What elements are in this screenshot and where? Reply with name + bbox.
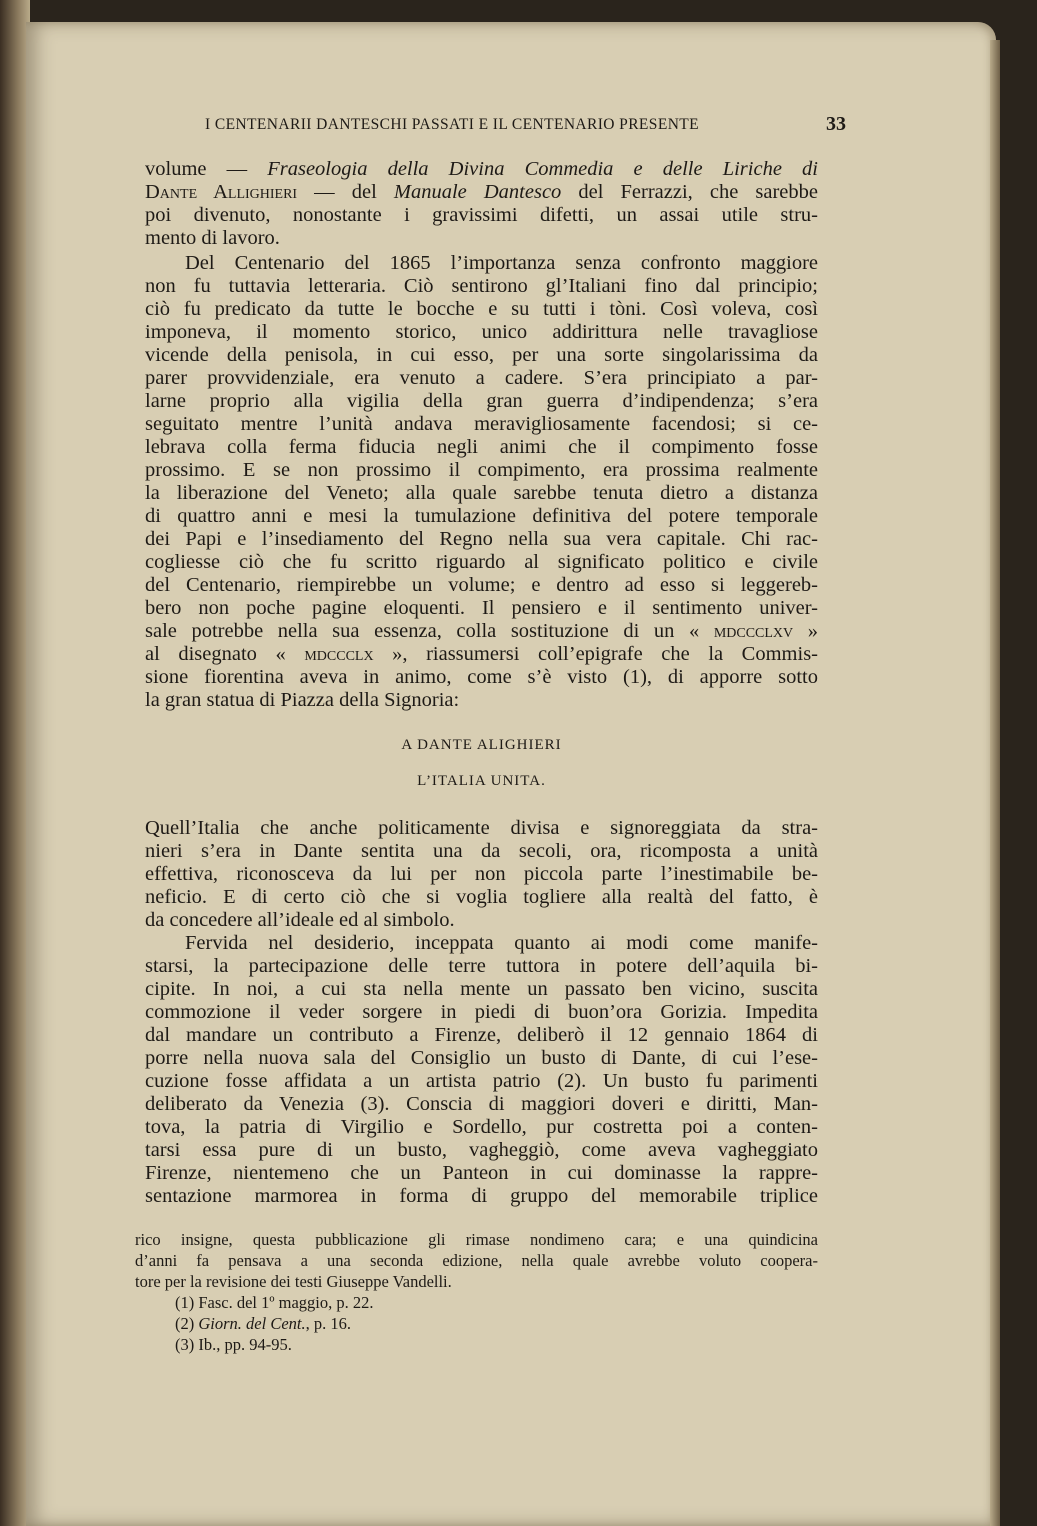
italic-text: Manuale Dantesco — [393, 181, 562, 203]
text-line — [145, 840, 818, 863]
text-segment: parer provvidenziale, era venuto a cadere. S’era principiato a par- — [145, 367, 818, 389]
text-segment: vicende della penisola, in cui esso, per una sorte singolarissima da — [145, 344, 818, 366]
text-segment: la gran statua di Piazza della Signoria: — [145, 689, 460, 711]
footnote-line — [135, 1271, 818, 1292]
text-segment: (1) Fasc. del 1º maggio, p. 22. — [175, 1293, 374, 1312]
text-segment: cuzione fosse affidata a un artista patrio (2). Un busto fu parimenti — [145, 1070, 818, 1092]
text-segment: volume — — [145, 158, 268, 180]
footnotes-list — [145, 1292, 818, 1355]
text-line — [145, 1093, 818, 1116]
text-line — [145, 505, 818, 528]
text-segment: Del Centenario del 1865 l’importanza senza confronto maggiore — [185, 252, 818, 274]
text-line — [145, 275, 818, 298]
text-line — [145, 367, 818, 390]
text-segment: ciò fu predicato da tutte le bocche e su tutti i tòni. Così voleva, così — [145, 298, 818, 320]
page-number: 33 — [826, 113, 846, 135]
text-line — [145, 932, 818, 955]
small-caps-text: mdccclxv — [713, 620, 794, 642]
text-segment: poi divenuto, nonostante i gravissimi difetti, un assai utile stru- — [145, 204, 818, 226]
text-segment: deliberato da Venezia (3). Conscia di maggiori doveri e diritti, Man- — [145, 1093, 818, 1115]
text-line — [145, 551, 818, 574]
text-line — [145, 955, 818, 978]
text-segment: starsi, la partecipazione delle terre tuttora in potere dell’aquila bi- — [145, 955, 818, 977]
text-segment: », riassumersi coll’epigrafe che la Commis- — [373, 643, 818, 665]
text-segment: (3) Ib., pp. 94-95. — [175, 1335, 292, 1354]
text-segment: seguitato mentre l’unità andava meravigliosamente facendosi; si ce- — [145, 413, 818, 435]
text-line — [145, 597, 818, 620]
paragraph-4 — [145, 932, 818, 1208]
text-segment: cipite. In noi, a cui sta nella mente un passato ben vicino, suscita — [145, 978, 818, 1000]
epigraph-line-1: A DANTE ALIGHIERI — [401, 737, 562, 753]
text-segment: Quell’Italia che anche politicamente divisa e signoreggiata da stra- — [145, 817, 818, 839]
text-line — [145, 252, 818, 275]
text-segment: di quattro anni e mesi la tumulazione definitiva del potere temporale — [145, 505, 818, 527]
text-segment: mento di lavoro. — [145, 227, 280, 249]
text-segment: Fervida nel desiderio, inceppata quanto ai modi come manife- — [185, 932, 818, 954]
paragraph-1 — [145, 158, 818, 250]
text-line — [145, 321, 818, 344]
text-segment: sione fiorentina aveva in animo, come s’è visto (1), di apporre sotto — [145, 666, 818, 688]
text-segment: dei Papi e l’insediamento del Regno nella sua vera capitale. Chi rac- — [145, 528, 818, 550]
text-line — [145, 227, 818, 250]
text-segment: nieri s’era in Dante sentita una da secoli, ora, ricomposta a unità — [145, 840, 818, 862]
footnote-item — [145, 1292, 818, 1313]
paragraph-3 — [145, 817, 818, 932]
footnote-item — [145, 1334, 818, 1355]
text-segment: porre nella nuova sala del Consiglio un busto di Dante, di cui l’ese- — [145, 1047, 818, 1069]
text-line — [145, 1024, 818, 1047]
text-line — [145, 1047, 818, 1070]
text-line — [145, 574, 818, 597]
text-line — [145, 1185, 818, 1208]
text-line — [145, 1001, 818, 1024]
paragraph-2 — [145, 252, 818, 712]
italic-text: Fraseologia della Divina Commedia e delle Liriche di — [267, 158, 818, 180]
text-segment: del Centenario, riempirebbe un volume; e dentro ad esso si leggereb- — [145, 574, 818, 596]
text-segment: , p. 16. — [305, 1314, 351, 1333]
text-segment: la liberazione del Veneto; alla quale sarebbe tenuta dietro a distanza — [145, 482, 818, 504]
text-line — [145, 528, 818, 551]
text-line — [145, 1116, 818, 1139]
text-segment: dal mandare un contributo a Firenze, deliberò il 12 gennaio 1864 di — [145, 1024, 818, 1046]
text-line — [145, 413, 818, 436]
text-segment: larne proprio alla vigilia della gran guerra d’indipendenza; s’era — [145, 390, 818, 412]
text-line — [145, 1070, 818, 1093]
text-segment: (2) — [175, 1314, 199, 1333]
text-line — [145, 620, 818, 643]
text-line — [145, 204, 818, 227]
text-line — [145, 158, 818, 181]
small-caps-text: Dante Allighieri — [145, 181, 298, 203]
text-line — [145, 689, 818, 712]
footnote-item — [145, 1313, 818, 1334]
small-caps-text: mdccclx — [304, 643, 374, 665]
text-segment: tore per la revisione dei testi Giuseppe Vandelli. — [135, 1272, 452, 1291]
text-line — [145, 390, 818, 413]
text-line — [145, 298, 818, 321]
footnote-continuation — [135, 1229, 818, 1292]
text-line — [145, 817, 818, 840]
text-line — [145, 1139, 818, 1162]
text-line — [145, 1162, 818, 1185]
text-segment: tarsi essa pure di un busto, vagheggiò, come aveva vagheggiato — [145, 1139, 818, 1161]
text-line — [145, 436, 818, 459]
text-segment: Firenze, nientemeno che un Panteon in cui dominasse la rappre- — [145, 1162, 818, 1184]
text-segment: sale potrebbe nella sua essenza, colla sostituzione di un « — [145, 620, 714, 642]
text-segment: imponeva, il momento storico, unico addirittura nelle travagliose — [145, 321, 818, 343]
page-edge — [990, 40, 1000, 1526]
text-line — [145, 344, 818, 367]
text-segment: rico insigne, questa pubblicazione gli rimase nondimeno cara; e una quindicina — [135, 1230, 818, 1249]
text-segment: non fu tuttavia letteraria. Ciò sentirono gl’Italiani fino dal principio; — [145, 275, 818, 297]
text-segment: lebrava colla ferma fiducia negli animi che il compimento fosse — [145, 436, 818, 458]
text-segment: d’anni fa pensava a una seconda edizione, nella quale avrebbe voluto coopera- — [135, 1251, 818, 1270]
italic-text: Giorn. del Cent. — [198, 1314, 306, 1333]
text-line — [145, 482, 818, 505]
text-segment: neficio. E di certo ciò che si voglia togliere alla realtà del fatto, è — [145, 886, 818, 908]
text-segment: effettiva, riconosceva da lui per non piccola parte l’inestimabile be- — [145, 863, 818, 885]
running-title: I CENTENARII DANTESCHI PASSATI E IL CENTENARIO PRESENTE — [205, 116, 700, 133]
text-line — [145, 666, 818, 689]
text-segment: cogliesse ciò che fu scritto riguardo al significato politico e civile — [145, 551, 818, 573]
text-segment: sentazione marmorea in forma di gruppo del memorabile triplice — [145, 1185, 818, 1207]
footnote-line — [135, 1229, 818, 1250]
text-segment: tova, la patria di Virgilio e Sordello, pur costretta poi a conten- — [145, 1116, 818, 1138]
text-line — [145, 643, 818, 666]
text-segment: commozione il veder sorgere in piedi di buon’ora Gorizia. Impedita — [145, 1001, 818, 1023]
text-segment: — del — [297, 181, 394, 203]
text-segment: del Ferrazzi, che sarebbe — [561, 181, 819, 203]
footnote-line — [135, 1250, 818, 1271]
text-line — [145, 181, 818, 204]
text-segment: prossimo. E se non prossimo il compimento, era prossima realmente — [145, 459, 818, 481]
text-segment: da concedere all’ideale ed al simbolo. — [145, 909, 455, 931]
text-line — [145, 459, 818, 482]
text-segment: al disegnato « — [145, 643, 305, 665]
text-segment: bero non poche pagine eloquenti. Il pensiero e il sentimento univer- — [145, 597, 818, 619]
text-line — [145, 863, 818, 886]
epigraph-line-2: L’ITALIA UNITA. — [417, 773, 546, 789]
text-segment: » — [793, 620, 819, 642]
text-line — [145, 886, 818, 909]
text-line — [145, 909, 818, 932]
text-line — [145, 978, 818, 1001]
